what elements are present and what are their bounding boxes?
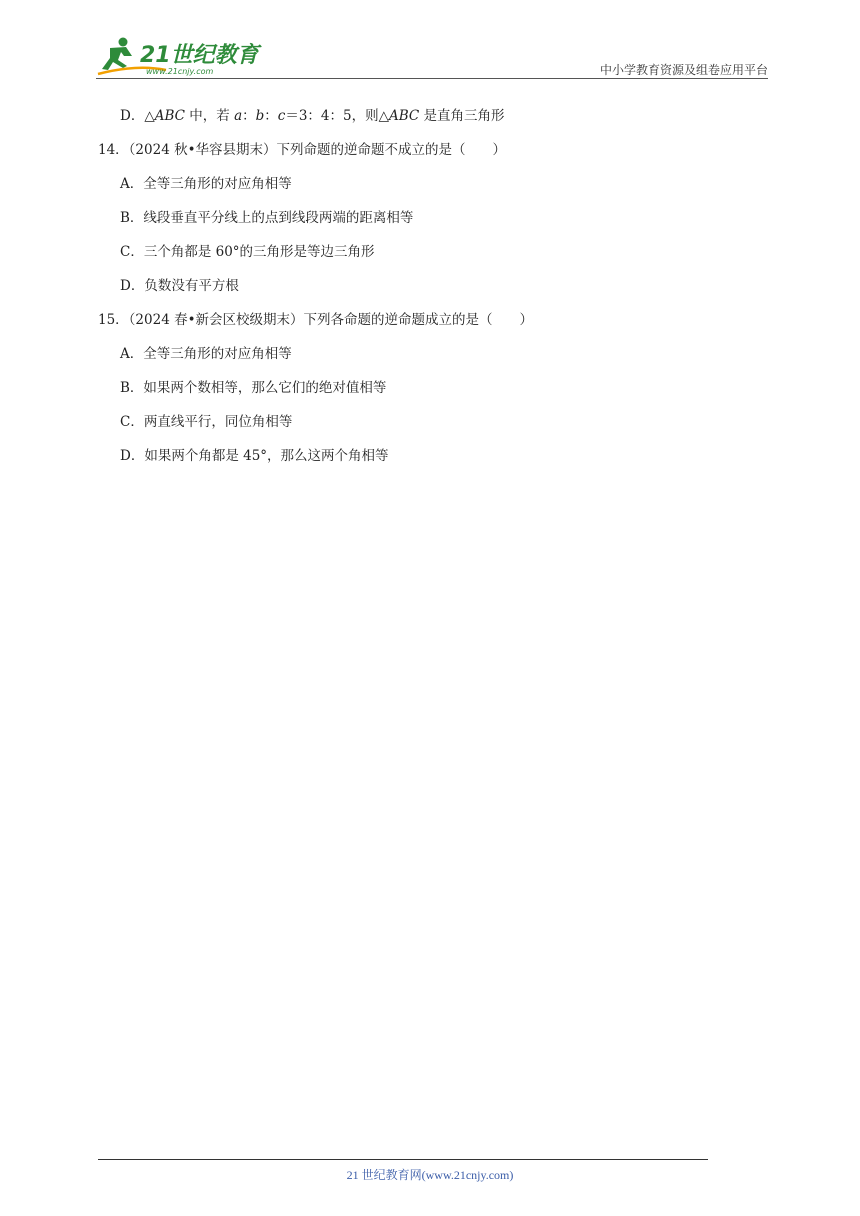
page-content xyxy=(98,104,758,478)
footer-text[interactable]: 21 世纪教育网(www.21cnjy.com) xyxy=(346,1168,514,1182)
q14-stem: 14．（2024 秋•华容县期末）下列命题的逆命题不成立的是（ ） xyxy=(98,142,507,158)
q13-option-d: D．△ABC 中，若 a：b：c＝3：4：5，则△ABC 是直角三角形 xyxy=(120,108,505,124)
brand-url: www.21cnjy.com xyxy=(146,67,214,76)
page-header xyxy=(96,34,768,78)
header-divider xyxy=(96,78,768,79)
q15-stem: 15．（2024 春•新会区校级期末）下列各命题的逆命题成立的是（ ） xyxy=(98,312,534,328)
q14-option-b: B．线段垂直平分线上的点到线段两端的距离相等 xyxy=(120,210,414,226)
q15-option-c: C．两直线平行，同位角相等 xyxy=(120,414,293,430)
q15-option-d: D．如果两个角都是 45°，那么这两个角相等 xyxy=(120,448,389,464)
q14-option-c: C．三个角都是 60°的三角形是等边三角形 xyxy=(120,244,375,260)
logo xyxy=(96,34,266,78)
q15-option-a: A．全等三角形的对应角相等 xyxy=(120,346,292,362)
q15-option-b: B．如果两个数相等，那么它们的绝对值相等 xyxy=(120,380,387,396)
header-site-name: 中小学教育资源及组卷应用平台 xyxy=(599,63,768,77)
q14-option-a: A．全等三角形的对应角相等 xyxy=(120,176,292,192)
q14-option-d: D．负数没有平方根 xyxy=(120,278,239,294)
brand-text: 21世纪教育 xyxy=(140,43,259,68)
footer-divider xyxy=(98,1159,708,1160)
